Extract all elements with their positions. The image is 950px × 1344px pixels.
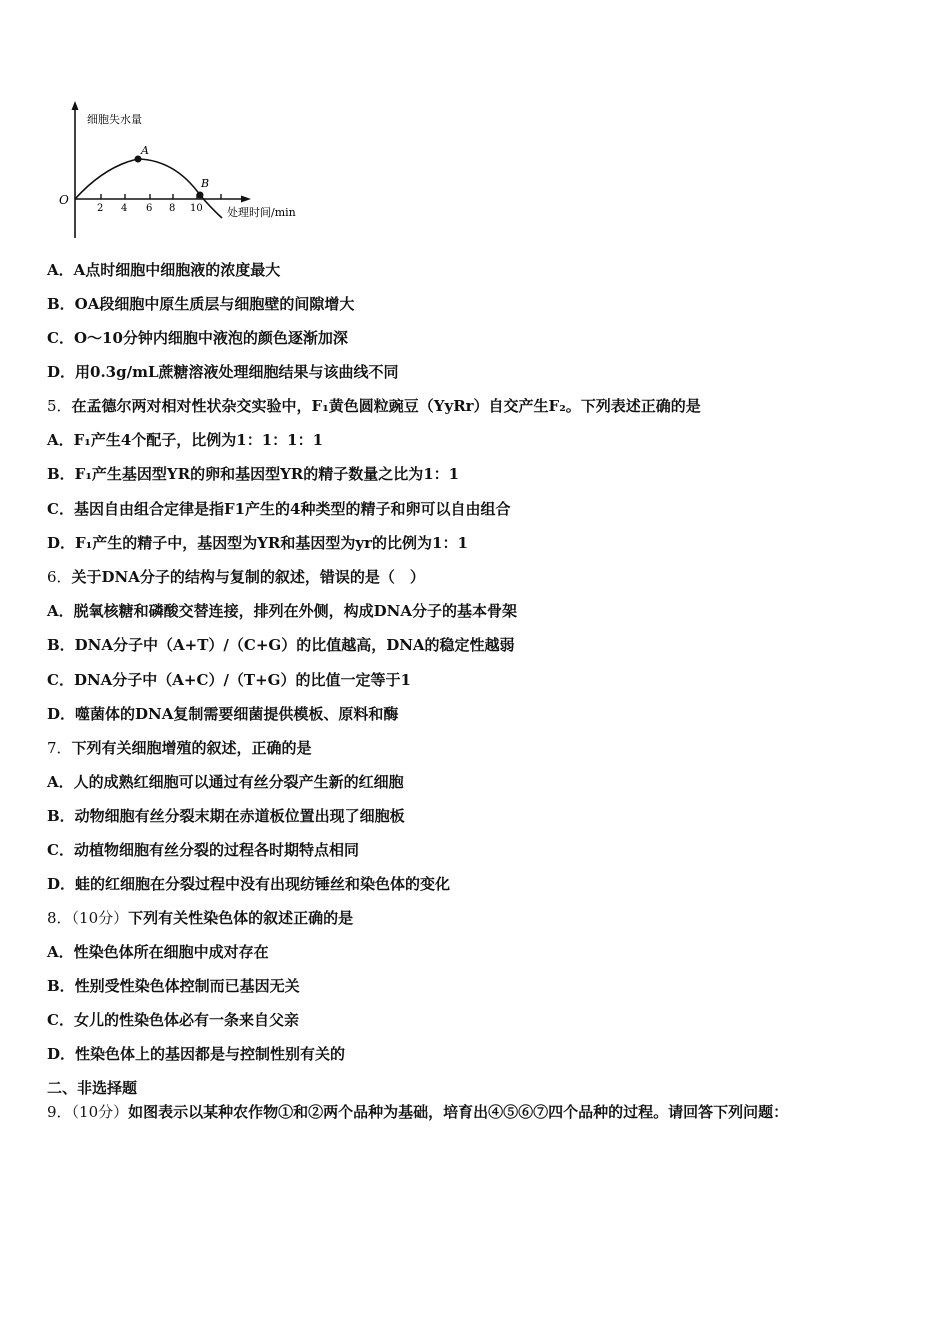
q7-option-d: D．蛙的红细胞在分裂过程中没有出现纺锤丝和染色体的变化 bbox=[47, 875, 451, 893]
q5-option-a: A．F₁产生4个配子，比例为1：1：1：1 bbox=[47, 431, 324, 449]
point-a-label: A bbox=[141, 144, 149, 157]
q6-option-c: C．DNA分子中（A+C）/（T+G）的比值一定等于1 bbox=[47, 671, 411, 689]
q9-stem bbox=[47, 1102, 788, 1122]
water-loss-figure bbox=[55, 98, 315, 248]
q4-option-d: D．用0.3g/mL蔗糖溶液处理细胞结果与该曲线不同 bbox=[47, 363, 399, 381]
x-tick: 6 bbox=[146, 203, 153, 214]
q5-option-d: D．F₁产生的精子中，基因型为YR和基因型为yr的比例为1：1 bbox=[47, 534, 468, 552]
q4-option-b: B．OA段细胞中原生质层与细胞壁的间隙增大 bbox=[47, 295, 355, 313]
q8-number: 8．（10分） bbox=[47, 909, 129, 927]
x-tick: 10 bbox=[190, 203, 203, 214]
q8-option-b: B．性别受性染色体控制而已基因无关 bbox=[47, 977, 300, 995]
q6-option-d: D．噬菌体的DNA复制需要细菌提供模板、原料和酶 bbox=[47, 705, 399, 723]
q9-stem-text: 如图表示以某种农作物①和②两个品种为基础，培育出④⑤⑥⑦四个品种的过程。请回答下列问题： bbox=[128, 1103, 789, 1121]
q9-number: 9．（10分） bbox=[47, 1103, 129, 1121]
x-axis-label: 处理时间/min bbox=[227, 206, 296, 219]
q7-number: 7． bbox=[47, 739, 72, 757]
point-b-label: B bbox=[201, 177, 210, 190]
q4-option-a: A．A点时细胞中细胞液的浓度最大 bbox=[47, 261, 281, 279]
q8-option-a: A．性染色体所在细胞中成对存在 bbox=[47, 943, 269, 961]
q4-option-c: C．O～10分钟内细胞中液泡的颜色逐渐加深 bbox=[47, 329, 348, 347]
q5-option-c: C．基因自由组合定律是指F1产生的4种类型的精子和卵可以自由组合 bbox=[47, 500, 511, 518]
q7-option-c: C．动植物细胞有丝分裂的过程各时期特点相同 bbox=[47, 841, 359, 859]
q8-option-d: D．性染色体上的基因都是与控制性别有关的 bbox=[47, 1045, 346, 1063]
q6-option-b: B．DNA分子中（A+T）/（C+G）的比值越高，DNA的稳定性越弱 bbox=[47, 636, 515, 654]
x-tick: 2 bbox=[97, 203, 104, 214]
q8-option-c: C．女儿的性染色体必有一条来自父亲 bbox=[47, 1011, 299, 1029]
origin-label: O bbox=[59, 193, 69, 207]
q7-option-a: A．人的成熟红细胞可以通过有丝分裂产生新的红细胞 bbox=[47, 773, 404, 791]
q7-option-b: B．动物细胞有丝分裂末期在赤道板位置出现了细胞板 bbox=[47, 807, 405, 825]
q5-option-b: B．F₁产生基因型YR的卵和基因型YR的精子数量之比为1：1 bbox=[47, 465, 460, 483]
q8-stem-text: 下列有关性染色体的叙述正确的是 bbox=[128, 909, 354, 927]
q7-stem-text: 下列有关细胞增殖的叙述，正确的是 bbox=[71, 739, 312, 757]
q6-stem-text: 关于DNA分子的结构与复制的叙述，错误的是（ ） bbox=[71, 568, 425, 586]
q6-option-a: A．脱氧核糖和磷酸交替连接，排列在外侧，构成DNA分子的基本骨架 bbox=[47, 602, 517, 620]
x-tick: 8 bbox=[169, 203, 176, 214]
q8-stem bbox=[47, 908, 353, 928]
y-axis-label: 细胞失水量 bbox=[87, 113, 142, 126]
q5-stem bbox=[47, 396, 701, 416]
q5-stem-text: 在孟德尔两对相对性状杂交实验中，F₁黄色圆粒豌豆（YyRr）自交产生F₂。下列表述正确的是 bbox=[71, 397, 701, 415]
section-heading: 二、非选择题 bbox=[47, 1079, 138, 1097]
q7-stem bbox=[47, 738, 312, 758]
q5-number: 5． bbox=[47, 397, 72, 415]
x-tick: 4 bbox=[121, 203, 128, 214]
q6-stem bbox=[47, 567, 425, 587]
q6-number: 6． bbox=[47, 568, 72, 586]
